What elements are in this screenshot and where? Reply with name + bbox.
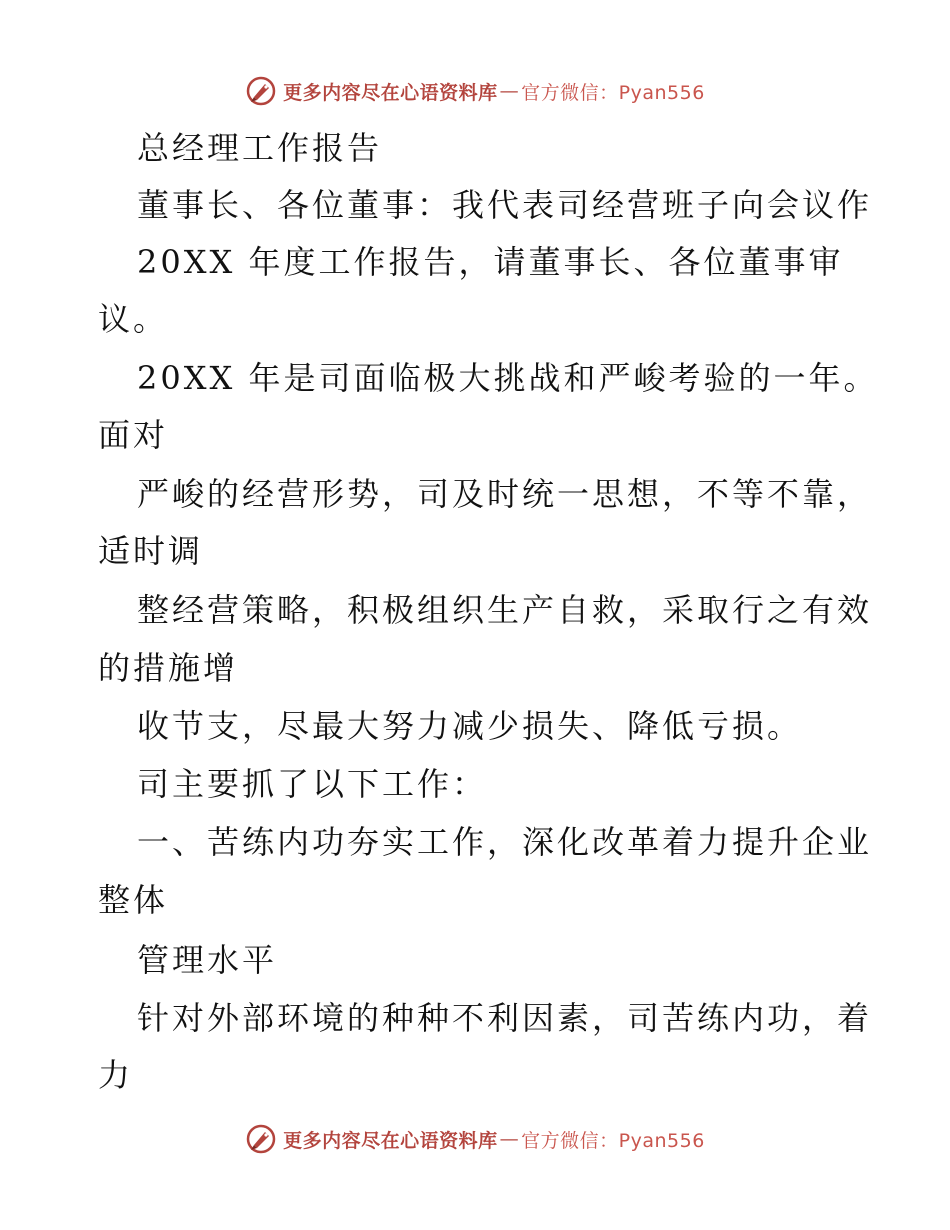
- doc-line-7: 适时调: [98, 532, 204, 570]
- footer-banner: [0, 1119, 950, 1159]
- doc-line-13: 整体: [98, 881, 169, 919]
- doc-line-2: 20XX 年度工作报告，请董事长、各位董事审: [137, 243, 844, 281]
- doc-line-10: 收节支，尽最大努力减少损失、降低亏损。: [137, 707, 803, 745]
- doc-line-3: 议。: [98, 300, 169, 338]
- doc-line-12: 一、苦练内功夯实工作，深化改革着力提升企业: [137, 823, 873, 861]
- doc-line-11: 司主要抓了以下工作：: [137, 765, 488, 803]
- footer-brand-text: 更多内容尽在心语资料库: [283, 1129, 498, 1152]
- doc-line-9: 的措施增: [98, 649, 239, 687]
- doc-title: 总经理工作报告: [137, 129, 383, 167]
- footer-separator: —: [499, 1128, 520, 1150]
- doc-line-5: 面对: [98, 416, 169, 454]
- doc-line-6: 严峻的经营形势，司及时统一思想，不等不靠，: [137, 475, 873, 513]
- doc-line-8: 整经营策略，积极组织生产自救，采取行之有效: [137, 591, 873, 629]
- header-wechat-text: 官方微信：Pyan556: [521, 81, 705, 104]
- doc-line-16: 力: [98, 1056, 134, 1094]
- doc-line-15: 针对外部环境的种种不利因素，司苦练内功，着: [137, 999, 873, 1037]
- pen-nib-logo-icon: [245, 1123, 277, 1155]
- footer-wechat-text: 官方微信：Pyan556: [521, 1129, 705, 1152]
- doc-line-1: 董事长、各位董事：我代表司经营班子向会议作: [137, 186, 873, 224]
- header-separator: —: [499, 80, 520, 102]
- pen-nib-logo-icon: [245, 75, 277, 107]
- header-banner: [0, 71, 950, 111]
- doc-line-4: 20XX 年是司面临极大挑战和严峻考验的一年。: [137, 359, 879, 397]
- doc-line-14: 管理水平: [137, 941, 278, 979]
- header-brand-text: 更多内容尽在心语资料库: [283, 81, 498, 104]
